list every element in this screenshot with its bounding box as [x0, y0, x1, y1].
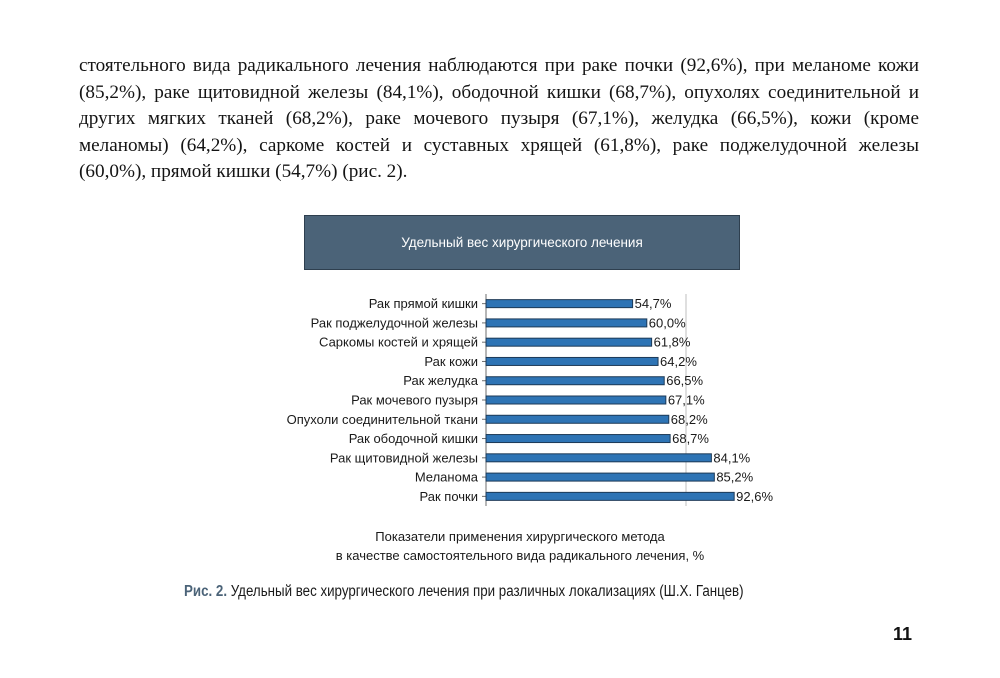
category-label: Меланома: [414, 469, 478, 485]
category-label: Рак ободочной кишки: [348, 431, 478, 447]
value-label: 68,2%: [670, 411, 708, 427]
bar: [486, 492, 734, 500]
figure-caption: [184, 583, 744, 601]
bar: [486, 357, 658, 365]
value-label: 84,1%: [713, 450, 751, 466]
category-label: Рак почки: [419, 488, 478, 504]
chart-title: Удельный вес хирургического лечения: [304, 215, 740, 270]
page-number: 11: [893, 624, 913, 644]
category-label: Рак щитовидной железы: [329, 450, 478, 466]
bar: [486, 319, 647, 327]
value-label: 60,0%: [648, 315, 686, 331]
value-label: 66,5%: [666, 373, 704, 389]
value-label: 61,8%: [653, 334, 691, 350]
value-label: 68,7%: [672, 431, 709, 447]
value-label: 64,2%: [660, 353, 697, 369]
value-label: 92,6%: [736, 488, 774, 504]
bars-layer: [287, 294, 774, 506]
bar: [486, 396, 666, 404]
x-axis-caption: [280, 527, 760, 565]
category-label: Рак мочевого пузыря: [351, 392, 478, 408]
value-label: 85,2%: [716, 469, 754, 485]
bar: [486, 338, 652, 346]
bar: [486, 435, 670, 443]
category-label: Опухоли соединительной ткани: [286, 411, 478, 427]
category-label: Рак поджелудочной железы: [310, 315, 478, 331]
category-label: Саркомы костей и хрящей: [319, 334, 478, 350]
bar: [486, 473, 714, 481]
value-label: 54,7%: [634, 296, 672, 312]
bar: [486, 300, 633, 308]
value-label: 67,1%: [667, 392, 705, 408]
bar: [486, 415, 669, 423]
body-paragraph: стоятельного вида радикального лечения наблюдаются при раке почки (92,6%), при меланоме кожи (85,2%), раке щитовидной железы (84,1%), ободочной кишки (68,7%), опухолях соединительной и других мягких тканей (68,2%), раке мочевого пузыря (67,1%), желудка (66,5%), кожи (кроме меланомы) (64,2%), саркоме костей и суставных хрящей (61,8%), раке поджелудочной железы (60,0%), прямой кишки (54,7%) (рис. 2).: [79, 55, 919, 182]
category-label: Рак кожи: [424, 353, 478, 369]
figure-number: Рис. 2.: [184, 583, 228, 600]
category-label: Рак желудка: [403, 373, 478, 389]
x-axis-caption-line1: Показатели применения хирургического метода: [375, 529, 665, 544]
bar: [486, 454, 711, 462]
category-label: Рак прямой кишки: [368, 296, 478, 312]
figure-caption-text: Удельный вес хирургического лечения при различных локализациях (Ш.Х. Ганцев): [230, 583, 744, 600]
x-axis-caption-line2: в качестве самостоятельного вида радикального лечения, %: [335, 548, 705, 563]
bar: [486, 377, 664, 385]
